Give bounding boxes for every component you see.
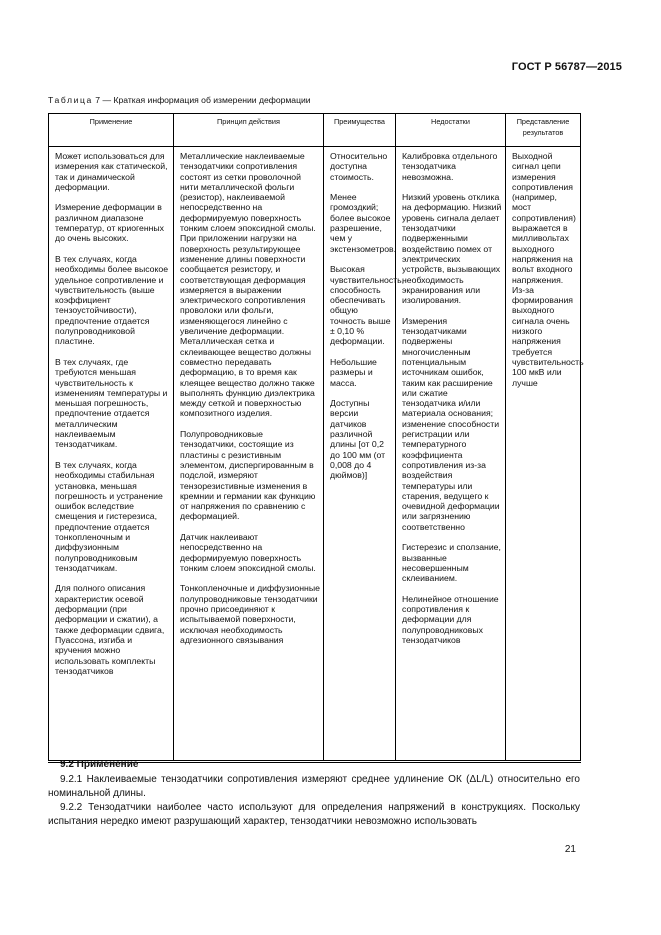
column-header-application: Применение (49, 114, 174, 147)
deformation-table (48, 113, 584, 763)
cell-disadvantages (396, 147, 506, 762)
table-header-row (49, 114, 581, 147)
caption-text: — Краткая информация об измерении деформации (102, 95, 311, 105)
column-header-disadvantages: Недостатки (396, 114, 506, 147)
page-number: 21 (564, 844, 576, 855)
paragraph-9-2-2: 9.2.2 Тензодатчики наиболее часто используют для определения напряжений в конструкциях. Поскольку испытания нередко имеют разрушающий характер, тензодатчики невозможно использовать (48, 802, 580, 827)
cell-paragraph: В тех случаях, где требуются меньшая чувствительность к изменениям температуры и меньшая погрешность, предпочтение отдается металлическим наклеиваемым тензодатчикам. (55, 356, 168, 450)
cell-paragraph: Датчик наклеивают непосредственно на деформируемую поверхность тонким слоем эпоксидной смолы. (180, 531, 316, 573)
cell-paragraph: Калибровка отдельного тензодатчика невозможна. (402, 151, 498, 182)
table-caption (48, 95, 311, 105)
cell-paragraph: Низкий уровень отклика на деформацию. Низкий уровень сигнала делает тензодатчики подверженными воздействию помех от электрических устройств, вызывающих необходимость экранирования или изолирования. (402, 192, 502, 306)
cell-paragraph: Выходной сигнал цепи измерения сопротивления (например, мост сопротивления) выражается в милливольтах выходного напряжения на вольт входного напряжения. Из-за формирования выходного сигнала очень низкого напряжения требуется чувствительность 100 мкВ или лучше (512, 151, 584, 388)
cell-paragraph: Небольшие размеры и масса. (330, 356, 377, 388)
cell-paragraph: Для полного описания характеристик осевой деформации (при деформации и сжатии), а также деформации сдвига, Пуассона, изгиба и кручения можно использовать комплекты тензодатчиков (55, 583, 165, 676)
page-header (40, 38, 624, 73)
standard-designation: ГОСТ Р 56787—2015 (511, 61, 622, 73)
column-header-results: Представление результатов (506, 114, 581, 147)
column-header-advantages: Преимущества (324, 114, 396, 147)
cell-paragraph: Менее громоздкий; более высокое разрешение, чем у экстензометров. (330, 192, 397, 254)
cell-results (506, 147, 584, 762)
cell-paragraph: Металлические наклеиваемые тензодатчики сопротивления состоят из сетки проволочной нити металлической фольги (резистор), наклеиваемой непосредственно на деформируемую поверхность тонким слоем эпоксидной смолы. При приложении нагрузки на поверхность результирующее изменение длины поверхности сообщается резистору, и соответствующая деформация измеряется в выражении электрического сопротивления проволоки или фольги, изменяющегося линейно с увеличение деформации. Металлическая сетка и склеивающее вещество должны совместно передавать деформацию, в то время как клеящее вещество должно также выполнять функцию диэлектрика между сеткой и поверхностью композитного изделия. (180, 151, 316, 419)
cell-paragraph: Нелинейное отношение сопротивления к деформации для полупроводниковых тензодатчиков (402, 593, 499, 645)
cell-paragraph: Тонкопленочные и диффузионные полупроводниковые тензодатчики прочно присоединяют к испытываемой поверхности, исключая необходимость адгезионного связывания (180, 583, 320, 645)
caption-label: Таблица (48, 95, 93, 105)
cell-paragraph: Высокая чувствительность, способность обеспечивать общую точность выше ± 0,10 % деформации. (330, 264, 405, 347)
cell-paragraph: Относительно доступна стоимость. (330, 151, 388, 182)
column-header-principle: Принцип действия (174, 114, 324, 147)
cell-paragraph: Измерение деформации в различном диапазоне температур, от криогенных до очень высоких. (55, 202, 165, 244)
cell-paragraph: Может использоваться для измерения как статической, так и динамической деформации. (55, 151, 168, 192)
cell-paragraph: Полупроводниковые тензодатчики, состоящие из пластины с резистивным элементом, диспергированным в подслой, измеряют тензорезистивные изменения в кремнии и германии как функцию от напряжения по сравнению с деформацией. (180, 429, 316, 522)
caption-number: 7 (95, 95, 101, 105)
cell-paragraph: Доступны версии датчиков различной длины [от 0,2 до 100 мм (от 0,008 до 4 дюймов)] (330, 398, 386, 481)
table-row (49, 147, 581, 762)
cell-paragraph: В тех случаях, когда необходимы стабильная установка, меньшая погрешность и устранение ошибок вследствие смещения и гистерезиса, предпочтение отдается тонкопленочным и диффузионным полупроводниковым тензодатчикам. (55, 459, 163, 573)
section-title: 9.2 Применение (60, 759, 139, 770)
cell-paragraph: Измерения тензодатчиками подвержены многочисленным потенциальным источникам ошибок, таким как расширение или сжатие тензодатчика и/или материала основания; изменение способности регистрации или температурного коэффициента сопротивления из-за воздействия температуры или старения, ведущего к очевидной деформации или загрязнению соответственно (402, 315, 500, 532)
cell-principle (174, 147, 324, 762)
cell-paragraph: В тех случаях, когда необходимы более высокое удельное сопротивление и чувствительность (выше коэффициент тензоустойчивости), предпочтение отдается полупроводниковой пластине. (55, 253, 169, 347)
cell-advantages (324, 147, 405, 762)
cell-application (49, 147, 174, 762)
paragraph-9-2-1: 9.2.1 Наклеиваемые тензодатчики сопротивления измеряют среднее удлинение ОК (ΔL/L) относительно его номинальной длины. (48, 774, 580, 799)
cell-paragraph: Гистерезис и сползание, вызванные несовершенным склеиванием. (402, 542, 501, 584)
